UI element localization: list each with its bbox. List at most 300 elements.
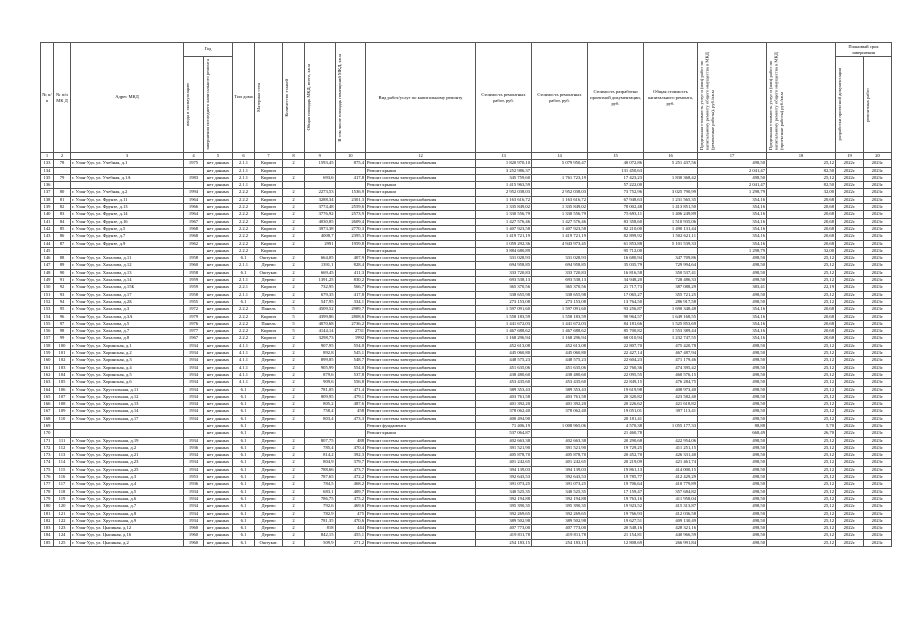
- table-cell: нет данных: [204, 350, 233, 357]
- table-cell: 1 510 935,06: [644, 218, 698, 225]
- table-cell: 2.1.1: [233, 277, 255, 284]
- table-cell: 2: [283, 401, 305, 408]
- table-cell: 1934: [184, 510, 204, 517]
- table-cell: Дерево: [255, 291, 283, 298]
- table-cell: 4.1.1: [233, 371, 255, 378]
- table-cell: 25,12: [767, 401, 836, 408]
- table-cell: 498,50: [698, 525, 767, 532]
- table-cell: 1994: [184, 189, 204, 196]
- table-cell: 85: [54, 225, 71, 232]
- table-cell: 4509,52: [305, 306, 336, 313]
- table-cell: 35 035,79: [588, 262, 644, 269]
- table-cell: 340 525,35: [532, 488, 588, 495]
- table-cell: Дерево: [255, 371, 283, 378]
- table-cell: 401 392,20: [532, 401, 588, 408]
- table-cell: [54, 430, 71, 437]
- table-cell: 2022г.: [836, 313, 864, 320]
- table-cell: Ремонт системы электроснабжения: [366, 284, 476, 291]
- table-row: [41, 255, 892, 262]
- table-cell: г. Улан-Удэ, ул. Хрусталъная, д.5: [71, 488, 184, 495]
- table-cell: 428 321,16: [644, 525, 698, 532]
- table-cell: 181: [41, 510, 54, 517]
- header-address: Адрес МКД: [71, 43, 184, 153]
- table-cell: 2022г.: [836, 452, 864, 459]
- table-cell: г. Улан-Удэ, ул. Хахалова, д.11: [71, 255, 184, 262]
- table-cell: нет данных: [204, 452, 233, 459]
- table-cell: г. Улан-Удэ, ул. Хрусталъная, д.6: [71, 495, 184, 502]
- table-cell: 89: [54, 262, 71, 269]
- table-cell: Ремонт системы электроснабжения: [366, 474, 476, 481]
- table-cell: 781,35: [305, 517, 336, 524]
- table-cell: 133: [41, 160, 54, 167]
- table-cell: 2022г.: [836, 408, 864, 415]
- table-cell: 84: [54, 218, 71, 225]
- table-cell: 254 183,15: [532, 539, 588, 546]
- table-cell: 103: [54, 364, 71, 371]
- table-cell: 2022г.: [836, 415, 864, 422]
- table-cell: 1953: [184, 474, 204, 481]
- table-cell: [283, 247, 305, 254]
- table-cell: 17 159,47: [588, 488, 644, 495]
- table-cell: Панель: [255, 320, 283, 327]
- table-cell: 1934: [184, 379, 204, 386]
- table-cell: 2: [283, 452, 305, 459]
- table-cell: 2022г.: [836, 444, 864, 451]
- table-cell: 412 429,29: [644, 474, 698, 481]
- table-cell: [305, 182, 336, 189]
- table-row: [41, 517, 892, 524]
- table-cell: 809,95: [305, 393, 336, 400]
- table-cell: 2: [283, 474, 305, 481]
- table-cell: [305, 422, 336, 429]
- table-cell: Ремонт системы электроснабжения: [366, 240, 476, 247]
- table-cell: 4399,86: [305, 313, 336, 320]
- table-cell: 453 435,60: [476, 379, 532, 386]
- table-cell: 20,68: [767, 306, 836, 313]
- table-cell: 473,7: [335, 466, 366, 473]
- table-cell: 2: [283, 298, 305, 305]
- table-cell: 25,12: [767, 277, 836, 284]
- table-cell: 401 242,65: [532, 459, 588, 466]
- table-cell: 159: [41, 350, 54, 357]
- table-cell: 498,50: [698, 488, 767, 495]
- table-cell: 2: [283, 415, 305, 422]
- table-cell: 899,85: [305, 357, 336, 364]
- table-cell: Кирпич: [255, 335, 283, 342]
- table-cell: 95 712,00: [588, 247, 644, 254]
- table-cell: 20 219,09: [588, 459, 644, 466]
- table-cell: нет данных: [204, 532, 233, 539]
- table-cell: 448 575,23: [476, 357, 532, 364]
- table-cell: 2301,3: [335, 196, 366, 203]
- table-cell: 2023г.: [864, 357, 892, 364]
- table-cell: [54, 167, 71, 174]
- table-cell: 5: [283, 313, 305, 320]
- table-cell: 409 130,49: [644, 517, 698, 524]
- table-cell: 6.1: [233, 386, 255, 393]
- table-cell: 2770,3: [335, 225, 366, 232]
- table-cell: 17 065,27: [588, 291, 644, 298]
- table-cell: 1960: [184, 532, 204, 539]
- table-cell: 22 807,70: [588, 342, 644, 349]
- table-cell: 545,1: [335, 350, 366, 357]
- table-cell: г. Улан-Удэ, ул. Хрусталъная, д.13: [71, 401, 184, 408]
- table-cell: 146: [41, 255, 54, 262]
- table-cell: 6.1: [233, 393, 255, 400]
- table-cell: 1967: [184, 218, 204, 225]
- table-cell: 1972: [184, 306, 204, 313]
- table-cell: 350 537,41: [644, 269, 698, 276]
- table-cell: 1975: [184, 160, 204, 167]
- table-cell: г. Улан-Удэ, ул. Хахалова, д.7: [71, 328, 184, 335]
- table-cell: 4144,14: [305, 328, 336, 335]
- table-cell: 758,4: [305, 408, 336, 415]
- table-cell: 1977: [184, 328, 204, 335]
- table-cell: Дерево: [255, 481, 283, 488]
- table-cell: 2023г.: [864, 189, 892, 196]
- table-cell: Дерево: [255, 444, 283, 451]
- column-number: 9: [305, 153, 336, 160]
- table-cell: 389 353,43: [476, 386, 532, 393]
- table-cell: 2023г.: [864, 401, 892, 408]
- table-cell: 115: [54, 466, 71, 473]
- table-cell: 25,12: [767, 503, 836, 510]
- table-cell: 395 390,35: [476, 503, 532, 510]
- table-cell: 419 811,78: [476, 532, 532, 539]
- table-cell: Кирпич: [255, 225, 283, 232]
- table-cell: 104: [54, 371, 71, 378]
- column-number: 14: [532, 153, 588, 160]
- table-cell: 1 649 168,55: [644, 313, 698, 320]
- table-cell: Дерево: [255, 474, 283, 481]
- table-cell: 498,50: [698, 503, 767, 510]
- table-cell: 1 525 853,69: [644, 320, 698, 327]
- table-cell: Дерево: [255, 401, 283, 408]
- header-unit-cost: Предельная стоимость услуг и (или) работ по капитальному ремонту общего имущества в МКД (ремонтные работы), руб./кв.м: [699, 52, 715, 150]
- table-cell: 6.1: [233, 466, 255, 473]
- table-cell: 402 663,38: [476, 437, 532, 444]
- table-cell: 1960: [184, 525, 204, 532]
- table-cell: нет данных: [204, 430, 233, 437]
- table-cell: Дерево: [255, 437, 283, 444]
- table-cell: 2022г.: [836, 328, 864, 335]
- table-cell: 1959: [184, 284, 204, 291]
- table-cell: 25,12: [767, 342, 836, 349]
- table-cell: 498,50: [698, 262, 767, 269]
- table-cell: 2: [283, 444, 305, 451]
- table-cell: 3288,34: [305, 196, 336, 203]
- table-cell: 2023г.: [864, 539, 892, 546]
- table-cell: [184, 430, 204, 437]
- table-cell: 25,12: [767, 408, 836, 415]
- table-cell: 354,16: [698, 204, 767, 211]
- table-cell: 408 973,40: [644, 386, 698, 393]
- table-cell: Дерево: [255, 488, 283, 495]
- table-cell: 474 395,42: [644, 364, 698, 371]
- table-cell: 807,75: [305, 437, 336, 444]
- table-cell: 409,7: [335, 488, 366, 495]
- column-number: 6: [233, 153, 255, 160]
- table-cell: 410 779,89: [644, 481, 698, 488]
- table-cell: 101: [54, 350, 71, 357]
- table-cell: 109: [54, 408, 71, 415]
- column-number: 8: [283, 153, 305, 160]
- table-cell: 25,12: [767, 452, 836, 459]
- table-cell: 6.1: [233, 510, 255, 517]
- table-cell: 470,4: [335, 444, 366, 451]
- table-cell: 82,50: [767, 182, 836, 189]
- table-row: [41, 350, 892, 357]
- table-cell: 333 720,83: [476, 269, 532, 276]
- table-row: [41, 459, 892, 466]
- table-cell: 365 370,56: [476, 284, 532, 291]
- table-cell: 19 763,16: [588, 495, 644, 502]
- table-cell: [283, 430, 305, 437]
- table-cell: 182: [41, 517, 54, 524]
- table-cell: 354,16: [698, 225, 767, 232]
- table-cell: 20,68: [767, 335, 836, 342]
- table-cell: 6.1: [233, 532, 255, 539]
- table-cell: 354,16: [698, 233, 767, 240]
- table-cell: 3 252 986,37: [476, 167, 532, 174]
- table-cell: г. Улан-Удэ, ул. Хахалова, д.12: [71, 262, 184, 269]
- table-cell: Кирпич: [255, 204, 283, 211]
- table-cell: 554,0: [335, 364, 366, 371]
- header-floors: Количество этажей: [284, 78, 289, 117]
- table-cell: нет данных: [204, 444, 233, 451]
- table-cell: 1936: [184, 481, 204, 488]
- table-cell: 20,68: [767, 320, 836, 327]
- table-row: [41, 364, 892, 371]
- header-work-type: Вид работ/услуг по капитальному ремонту: [366, 43, 476, 153]
- table-cell: 2.2.2: [233, 328, 255, 335]
- table-cell: нет данных: [204, 269, 233, 276]
- table-cell: 25,12: [767, 379, 836, 386]
- table-cell: нет данных: [204, 225, 233, 232]
- table-cell: 2022г.: [836, 481, 864, 488]
- table-cell: [532, 415, 588, 422]
- table-cell: Ремонт системы электроснабжения: [366, 262, 476, 269]
- table-cell: г. Улан-Удэ, ул. Хрусталъная, д.8: [71, 510, 184, 517]
- table-cell: 2022г.: [836, 517, 864, 524]
- table-cell: 20,68: [767, 204, 836, 211]
- table-cell: 1934: [184, 342, 204, 349]
- table-cell: 2023г.: [864, 174, 892, 181]
- table-cell: 172: [41, 444, 54, 451]
- table-cell: Ремонт системы электроснабжения: [366, 386, 476, 393]
- table-cell: 2.1.1: [233, 182, 255, 189]
- table-cell: Ремонт системы электроснабжения: [366, 225, 476, 232]
- table-cell: 419 811,78: [532, 532, 588, 539]
- table-cell: 3 884 680,89: [476, 247, 532, 254]
- table-cell: 6.1: [233, 444, 255, 451]
- table-cell: 4008,7: [305, 233, 336, 240]
- table-cell: 345 759,60: [476, 174, 532, 181]
- table-cell: г. Улан-Удэ, ул. Хрусталъная, д.4: [71, 481, 184, 488]
- column-number: 7: [255, 153, 283, 160]
- table-cell: 123: [54, 525, 71, 532]
- table-cell: 498,50: [698, 277, 767, 284]
- table-cell: 19 729,25: [588, 444, 644, 451]
- header-unit-cost-design: Предельная стоимость услуг и (или) работ по капитальному ремонту общего имущества в МКД (проектные работы) руб./кв.м: [768, 52, 784, 150]
- table-cell: 85 700,82: [588, 328, 644, 335]
- table-cell: 2022г.: [836, 459, 864, 466]
- table-cell: 2022г.: [836, 291, 864, 298]
- table-body: [41, 160, 892, 547]
- column-number: 16: [644, 153, 698, 160]
- table-cell: 2023г.: [864, 335, 892, 342]
- table-cell: 2023г.: [864, 196, 892, 203]
- table-cell: 537 064,87: [476, 430, 532, 437]
- table-cell: 395 390,35: [532, 503, 588, 510]
- table-cell: 392 269,65: [476, 510, 532, 517]
- table-cell: 2023г.: [864, 510, 892, 517]
- table-cell: г. Улан-Удэ, ул. Хахалова, д.14: [71, 277, 184, 284]
- table-cell: 498,50: [698, 255, 767, 262]
- table-cell: 6.1: [233, 415, 255, 422]
- table-cell: г. Улан-Удэ, ул. Хоринская, д.2: [71, 350, 184, 357]
- table-cell: 25,12: [767, 160, 836, 167]
- table-cell: Дерево: [255, 422, 283, 429]
- table-cell: 498,50: [698, 444, 767, 451]
- table-cell: 392 643,53: [476, 474, 532, 481]
- table-cell: 1934: [184, 495, 204, 502]
- table-cell: г. Улан-Удэ, ул. Хрусталъная, д.7: [71, 503, 184, 510]
- table-cell: 1 008 965,06: [532, 422, 588, 429]
- table-cell: Дерево: [255, 364, 283, 371]
- capital-repair-table: [40, 42, 892, 547]
- table-cell: 1 232 747,55: [644, 335, 698, 342]
- table-cell: 354,16: [698, 211, 767, 218]
- column-number: 3: [71, 153, 184, 160]
- table-cell: 445 060,80: [532, 350, 588, 357]
- table-cell: 25,12: [767, 364, 836, 371]
- table-cell: 405 878,70: [476, 452, 532, 459]
- table-cell: Дерево: [255, 408, 283, 415]
- table-cell: 2022г.: [836, 495, 864, 502]
- table-cell: 453 435,60: [532, 379, 588, 386]
- table-cell: Ремонт системы электроснабжения: [366, 481, 476, 488]
- table-cell: 1 490 131,44: [644, 225, 698, 232]
- table-cell: г. Улан-Удэ, ул. Хрусталъная, д.2: [71, 444, 184, 451]
- table-cell: 444: [335, 525, 366, 532]
- table-cell: 475,2: [335, 495, 366, 502]
- table-cell: 2: [283, 291, 305, 298]
- table-cell: 2023г.: [864, 182, 892, 189]
- table-cell: нет данных: [204, 167, 233, 174]
- table-cell: 909,6: [305, 379, 336, 386]
- table-cell: 6.1: [233, 488, 255, 495]
- table-cell: 82,50: [767, 167, 836, 174]
- table-cell: 391 073,25: [532, 481, 588, 488]
- table-cell: 6.1: [233, 503, 255, 510]
- table-cell: 78: [54, 160, 71, 167]
- table-cell: 1979: [184, 313, 204, 320]
- table-cell: 68 010,94: [588, 335, 644, 342]
- table-cell: 1 330 556,79: [476, 211, 532, 218]
- table-cell: 25,12: [767, 350, 836, 357]
- table-cell: 394 139,03: [532, 466, 588, 473]
- table-cell: г. Улан-Удэ, ул. Хрусталъная, д.21: [71, 452, 184, 459]
- header-cost-design: Стоимость разработки проектной документации, руб.: [588, 43, 644, 153]
- table-cell: 1 406 249,89: [644, 211, 698, 218]
- table-cell: Кирпич: [255, 240, 283, 247]
- table-cell: 6.1: [233, 430, 255, 437]
- table-cell: 19 861,13: [588, 466, 644, 473]
- table-cell: 2022г.: [836, 503, 864, 510]
- table-cell: 397 113,41: [644, 408, 698, 415]
- table-cell: 412 036,58: [644, 510, 698, 517]
- table-cell: 2: [283, 160, 305, 167]
- table-cell: [283, 167, 305, 174]
- table-cell: 407,9: [335, 255, 366, 262]
- table-cell: 19 923,52: [588, 503, 644, 510]
- table-cell: 1958: [184, 269, 204, 276]
- table-cell: 20 320,82: [588, 393, 644, 400]
- table-cell: [305, 167, 336, 174]
- table-cell: 818: [305, 525, 336, 532]
- table-cell: 25,12: [767, 269, 836, 276]
- table-cell: 90: [54, 269, 71, 276]
- table-cell: 498,50: [698, 160, 767, 167]
- table-cell: 1 558 183,59: [476, 313, 532, 320]
- table-cell: 1 335 849,02: [532, 204, 588, 211]
- table-cell: 93: [54, 291, 71, 298]
- table-cell: 803,4: [305, 415, 336, 422]
- table-cell: 2: [283, 386, 305, 393]
- table-cell: Оштукат.: [255, 269, 283, 276]
- table-cell: 75 693,11: [588, 211, 644, 218]
- table-cell: 2.2.2: [233, 306, 255, 313]
- table-cell: 1 553 389,44: [644, 328, 698, 335]
- table-cell: 1934: [184, 488, 204, 495]
- table-cell: 331 028,93: [476, 255, 532, 262]
- column-number-row: [41, 153, 892, 160]
- table-cell: 1 419 721,19: [476, 233, 532, 240]
- table-cell: 467 487,94: [644, 350, 698, 357]
- table-cell: г. Улан-Удэ, ул. Хоринская, д.6: [71, 379, 184, 386]
- table-cell: 119: [54, 495, 71, 502]
- table-cell: нет данных: [204, 415, 233, 422]
- table-cell: 2.2.2: [233, 189, 255, 196]
- table-cell: 451 635,06: [532, 364, 588, 371]
- table-cell: нет данных: [204, 481, 233, 488]
- table-cell: [532, 247, 588, 254]
- table-cell: 389 353,43: [532, 386, 588, 393]
- table-cell: 2022г.: [836, 532, 864, 539]
- table-cell: 169: [41, 422, 54, 429]
- table-cell: 2808,6: [335, 313, 366, 320]
- table-cell: 498,50: [698, 474, 767, 481]
- table-cell: 354,16: [698, 313, 767, 320]
- table-cell: 842,15: [305, 532, 336, 539]
- table-cell: 498,50: [698, 437, 767, 444]
- table-cell: 2 952 038,03: [476, 189, 532, 196]
- table-cell: 20,68: [767, 328, 836, 335]
- header-row-number: № п/п: [41, 43, 54, 153]
- header-wall-material: Материал стен: [256, 83, 261, 112]
- table-cell: 71 406,19: [476, 422, 532, 429]
- table-cell: 1934: [184, 503, 204, 510]
- table-cell: 1 419 721,19: [532, 233, 588, 240]
- column-number: 4: [184, 153, 204, 160]
- table-cell: [71, 430, 184, 437]
- table-cell: 164: [41, 386, 54, 393]
- table-cell: 1964: [184, 196, 204, 203]
- table-cell: 417,8: [335, 174, 366, 181]
- table-cell: Ремонт системы электроснабжения: [366, 379, 476, 386]
- table-cell: [54, 422, 71, 429]
